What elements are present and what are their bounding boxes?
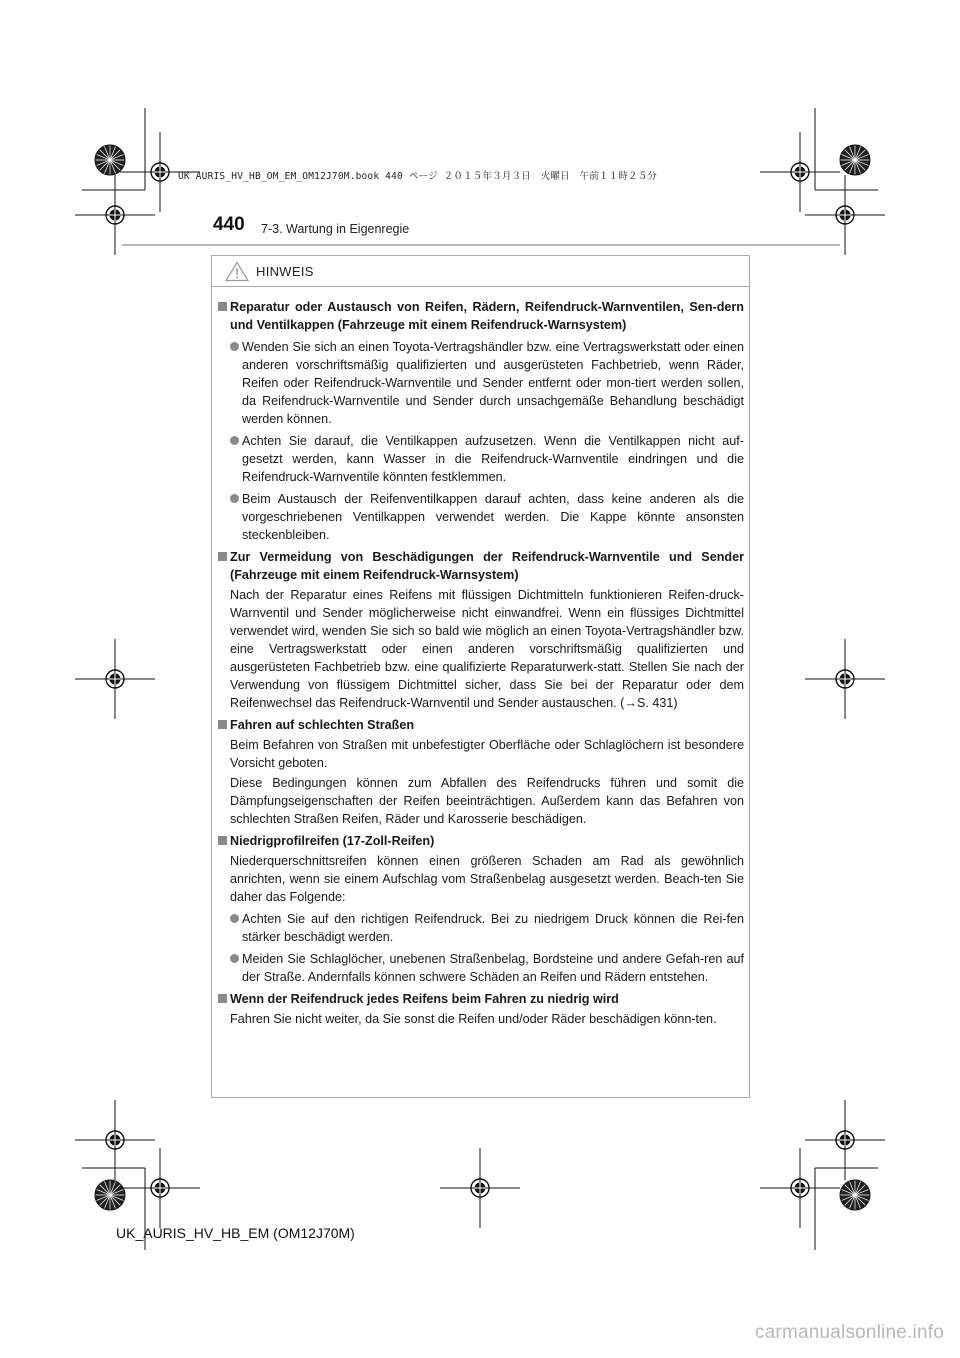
page-number: 440 xyxy=(213,214,245,235)
header-divider xyxy=(122,244,840,246)
notice-box xyxy=(211,255,750,1098)
square-bullet-icon xyxy=(218,720,227,729)
bullet-item xyxy=(230,490,744,544)
square-bullet-icon xyxy=(218,836,227,845)
entry-text: Beim Befahren von Straßen mit unbefestigter Oberfläche oder Schlaglöchern ist besondere Vorsicht geboten. xyxy=(230,738,744,770)
round-bullet-icon xyxy=(230,954,239,963)
entry-title: Wenn der Reifendruck jedes Reifens beim Fahren zu niedrig wird xyxy=(230,992,619,1006)
notice-entry xyxy=(218,832,744,986)
bullet-text: Achten Sie auf den richtigen Reifendruck. Bei zu niedrigem Druck können die Rei-fen stärker beschädigt werden. xyxy=(242,912,744,944)
notice-label: HINWEIS xyxy=(256,264,314,279)
entry-text: Diese Bedingungen können zum Abfallen des Reifendrucks führen und somit die Dämpfungseigenschaften der Reifen beeinträchtigen. Außerdem kann das Befahren von schlechten Straßen Reifen, Räder und Karosserie beschädigen. xyxy=(230,776,744,826)
square-bullet-icon xyxy=(218,994,227,1003)
notice-entry xyxy=(218,298,744,544)
watermark: carmanualsonline.info xyxy=(754,1322,944,1343)
bullet-item xyxy=(230,432,744,486)
round-bullet-icon xyxy=(230,914,239,923)
entry-title: Fahren auf schlechten Straßen xyxy=(230,718,415,732)
bullet-text: Beim Austausch der Reifenventilkappen darauf achten, dass keine anderen als die vorgeschriebenen Ventilkappen verwendet werden. Die Kappe könnte ansonsten steckenbleiben. xyxy=(242,492,744,542)
round-bullet-icon xyxy=(230,342,239,351)
round-bullet-icon xyxy=(230,436,239,445)
notice-entry xyxy=(218,990,744,1028)
round-bullet-icon xyxy=(230,494,239,503)
notice-entry xyxy=(218,548,744,712)
square-bullet-icon xyxy=(218,302,227,311)
entry-title: Zur Vermeidung von Beschädigungen der Reifendruck-Warnventile und Sender (Fahrzeuge mit einem Reifendruck-Warnsystem) xyxy=(230,550,744,582)
entry-text: Fahren Sie nicht weiter, da Sie sonst die Reifen und/oder Räder beschädigen könn-ten. xyxy=(230,1012,717,1026)
warning-triangle-icon xyxy=(225,261,249,282)
notice-header xyxy=(212,256,749,287)
bullet-item xyxy=(230,950,744,986)
square-bullet-icon xyxy=(218,552,227,561)
entry-text: Nach der Reparatur eines Reifens mit flüssigen Dichtmitteln funktionieren Reifen-druck-Warnventil und Sender möglicherweise nicht einwandfrei. Wenn ein flüssiges Dichtmittel verwendet wird, wenden Sie sich so bald wie möglich an einen Toyota-Vertragshändler bzw. eine Vertragswerkstatt oder einen anderen vorschriftsmäßig qualifizierten und ausgerüsteten Fachbetrieb bzw. eine qualifizierte Reparaturwerk-statt. Stellen Sie nach der Verwendung von flüssigem Dichtmittel sicher, dass Sie bei der Reparatur oder dem Reifenwechsel das Reifendruck-Warnventil und Sender austauschen. (→S. 431) xyxy=(230,588,744,710)
entry-title: Niedrigprofilreifen (17-Zoll-Reifen) xyxy=(230,834,435,848)
entry-title: Reparatur oder Austausch von Reifen, Rädern, Reifendruck-Warnventilen, Sen-dern und Ventilkappen (Fahrzeuge mit einem Reifendruck-Warnsystem) xyxy=(230,300,744,332)
bullet-text: Achten Sie darauf, die Ventilkappen aufzusetzen. Wenn die Ventilkappen nicht auf-gesetzt werden, kann Wasser in die Reifendruck-Warnventile eindringen und die Reifendruck-Warnventile könnten festklemmen. xyxy=(242,434,744,484)
bullet-item xyxy=(230,910,744,946)
manual-code: UK_AURIS_HV_HB_EM (OM12J70M) xyxy=(116,1225,355,1241)
bullet-text: Meiden Sie Schlaglöcher, unebenen Straßenbelag, Bordsteine und andere Gefah-ren auf der Straße. Andernfalls können schwere Schäden an Reifen und Rädern entstehen. xyxy=(242,952,744,984)
bullet-item xyxy=(230,338,744,428)
notice-entry xyxy=(218,716,744,828)
entry-text: Niederquerschnittsreifen können einen größeren Schaden am Rad als gewöhnlich anrichten, wenn sie einem Aufschlag vom Straßenbelag ausgesetzt werden. Beach-ten Sie daher das Folgende: xyxy=(230,854,744,904)
notice-content xyxy=(218,298,744,1032)
bullet-text: Wenden Sie sich an einen Toyota-Vertragshändler bzw. eine Vertragswerkstatt oder einen anderen vorschriftsmäßig qualifizierten und ausgerüsteten Fachbetrieb, wenn Räder, Reifen oder Reifendruck-Warnventile und Sender entfernt oder mon-tiert werden sollen, da Reifendruck-Warnventile und Sender durch unsachgemäße Behandlung beschädigt werden können. xyxy=(242,340,744,426)
section-title: 7-3. Wartung in Eigenregie xyxy=(261,222,410,236)
print-job-header: UK AURIS_HV_HB_OM_EM_OM12J70M.book 440 ページ ２０１５年３月３日 火曜日 午前１１時２５分 xyxy=(178,171,658,182)
